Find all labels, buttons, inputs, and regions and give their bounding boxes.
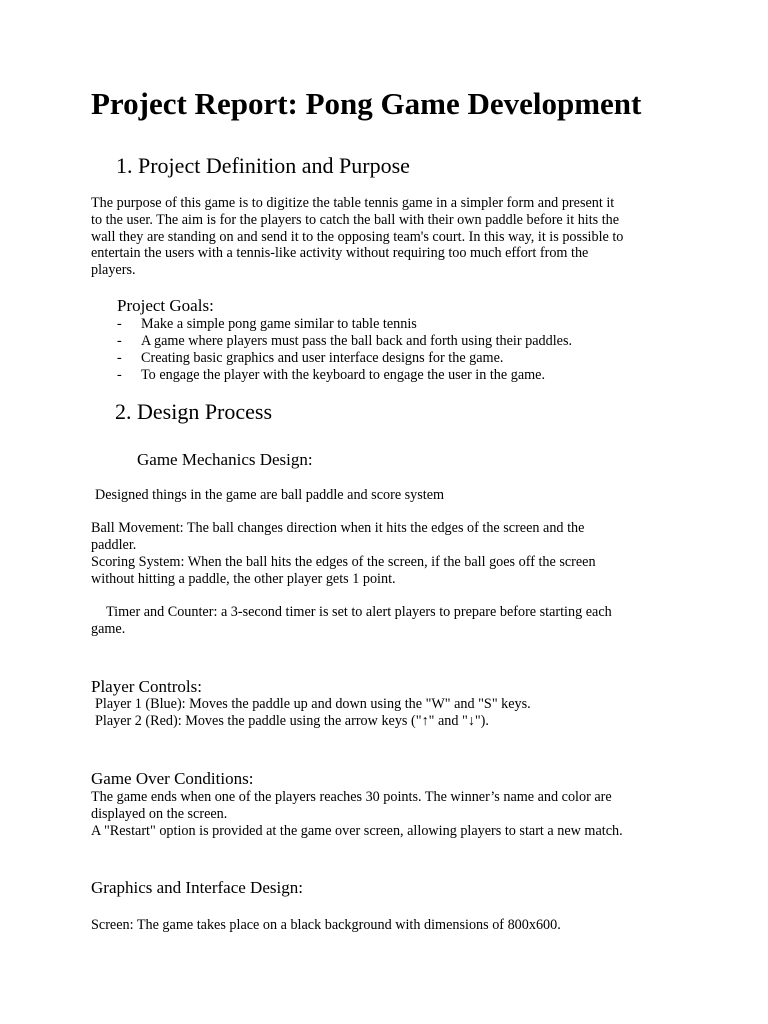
graphics-interface-heading: Graphics and Interface Design: <box>91 878 303 897</box>
game-mechanics-heading: Game Mechanics Design: <box>137 450 313 469</box>
paragraph-line: displayed on the screen. <box>91 805 228 822</box>
paragraph-line: players. <box>91 262 136 279</box>
paragraph-line: Timer and Counter: a 3-second timer is set to alert players to prepare before starting each <box>106 604 612 620</box>
goal-text: To engage the player with the keyboard to engage the user in the game. <box>141 367 545 383</box>
bullet-dash: - <box>117 316 122 332</box>
designed-things-text: Designed things in the game are ball paddle and score system <box>95 487 445 503</box>
list-item: Player 2 (Red): Moves the paddle using the arrow keys ("↑" and "↓"). <box>95 712 489 729</box>
paragraph-line: without hitting a paddle, the other player gets 1 point. <box>91 570 396 587</box>
section-2-heading: 2. Design Process <box>115 399 273 424</box>
scoring-system-paragraph <box>91 554 681 588</box>
paragraph-line: wall they are standing on and send it to the opposing team's court. In this way, it is possible to <box>91 228 624 245</box>
section-1-paragraph <box>91 195 681 279</box>
timer-counter-paragraph <box>91 604 681 638</box>
screen-description-text: Screen: The game takes place on a black background with dimensions of 800x600. <box>91 917 561 933</box>
paragraph-line: entertain the users with a tennis-like activity without requiring too much effort from the <box>91 245 589 262</box>
player-controls-heading: Player Controls: <box>91 677 202 696</box>
paragraph-line: game. <box>91 620 126 637</box>
paragraph-line: The game ends when one of the players reaches 30 points. The winner’s name and color are <box>91 789 612 805</box>
list-item <box>117 350 677 367</box>
project-goals-heading: Project Goals: <box>117 296 214 315</box>
list-item <box>117 367 677 384</box>
goal-text: A game where players must pass the ball back and forth using their paddles. <box>141 333 573 349</box>
paragraph-line: The purpose of this game is to digitize the table tennis game in a simpler form and present it <box>91 195 615 211</box>
goal-text: Make a simple pong game similar to table tennis <box>141 316 417 332</box>
paragraph-line: Scoring System: When the ball hits the edges of the screen, if the ball goes off the screen <box>91 554 596 570</box>
game-over-heading: Game Over Conditions: <box>91 769 254 788</box>
paragraph-line: Ball Movement: The ball changes direction when it hits the edges of the screen and the <box>91 520 585 536</box>
list-item: Player 1 (Blue): Moves the paddle up and down using the "W" and "S" keys. <box>95 696 531 712</box>
project-goals-list <box>117 316 677 384</box>
document-title: Project Report: Pong Game Development <box>91 86 642 121</box>
list-item <box>117 316 677 333</box>
section-1-heading: 1. Project Definition and Purpose <box>116 153 410 178</box>
paragraph-line: to the user. The aim is for the players to catch the ball with their own paddle before it hits the <box>91 211 620 228</box>
bullet-dash: - <box>117 367 122 383</box>
game-over-paragraph <box>91 789 681 839</box>
goal-text: Creating basic graphics and user interface designs for the game. <box>141 350 504 366</box>
player-controls-list <box>95 696 685 730</box>
list-item <box>117 333 677 350</box>
bullet-dash: - <box>117 350 122 366</box>
paragraph-line: A "Restart" option is provided at the game over screen, allowing players to start a new match. <box>91 822 623 839</box>
ball-movement-paragraph <box>91 520 681 554</box>
paragraph-line: paddler. <box>91 536 137 553</box>
bullet-dash: - <box>117 333 122 349</box>
